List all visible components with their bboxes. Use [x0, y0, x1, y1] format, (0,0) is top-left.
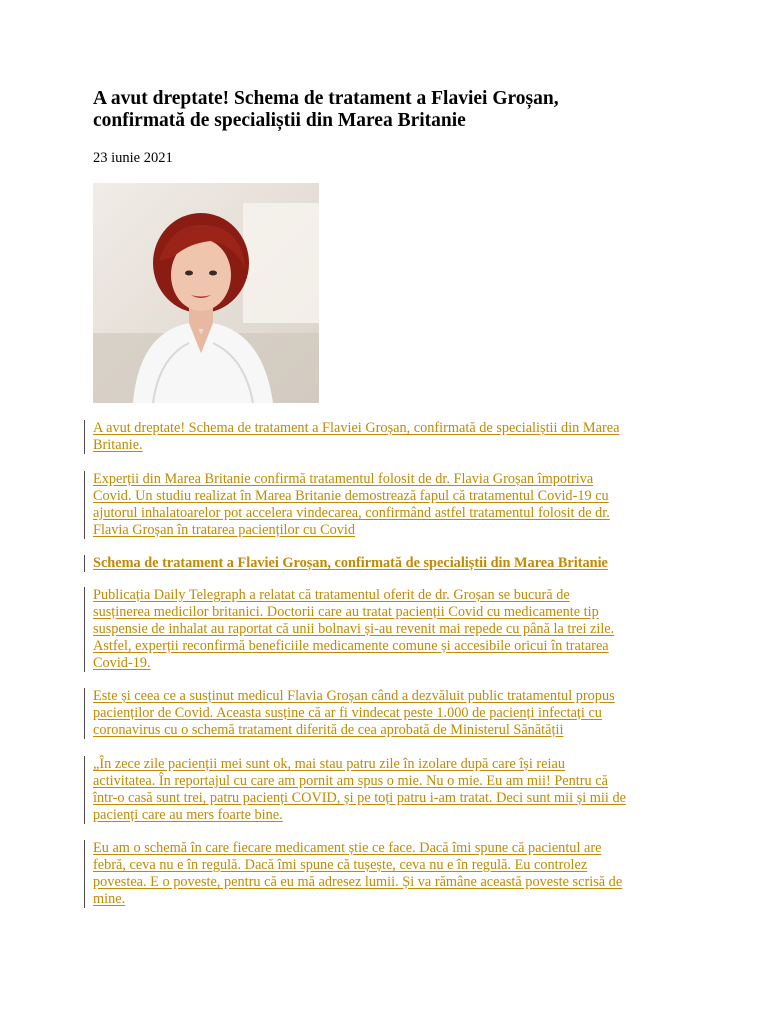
paragraph-6-line-2: activitatea. În reportajul cu care am pornit am spus o mie. Nu o mie. Eu am mii! Pentru că — [93, 772, 608, 789]
article-date: 23 iunie 2021 — [93, 150, 173, 166]
paragraph-6-line-1: „În zece zile pacienții mei sunt ok, mai stau patru zile în izolare după care își reiau — [93, 756, 565, 772]
paragraph-2-line-1: Experții din Marea Britanie confirmă tratamentul folosit de dr. Flavia Groșan împotriva — [93, 471, 594, 487]
paragraph-4-line-3: suspensie de inhalat au raportat că unii bolnavi și-au revenit mai repede cu până la trei zile. — [93, 620, 615, 637]
paragraph-6-line-4: pacienți care au mers foarte bine. — [93, 806, 283, 823]
paragraph-5-line-2: pacienților de Covid. Aceasta susține că ar fi vindecat peste 1.000 de pacienți infectați cu — [93, 704, 602, 721]
article-title — [93, 88, 693, 132]
paragraph-4-line-1: Publicația Daily Telegraph a relatat că tratamentul oferit de dr. Groșan se bucură de — [93, 587, 570, 603]
paragraph-2-line-2: Covid. Un studiu realizat în Marea Britanie demostrează fapul că tratamentul Covid-19 cu — [93, 487, 609, 504]
paragraph-7-line-3: povestea. E o poveste, pentru că eu mă adresez lumii. Și va rămâne această poveste scrisă de — [93, 873, 623, 890]
paragraph-5-line-3: coronavirus cu o schemă tratament diferită de cea aprobată de Ministerul Sănătății — [93, 721, 564, 738]
paragraph-2-line-4: Flavia Groșan în tratarea pacienților cu Covid — [93, 521, 356, 538]
portrait-photo — [93, 183, 319, 403]
paragraph-1-line-2: Britanie. — [93, 436, 143, 453]
paragraph-3-line-1: Schema de tratament a Flaviei Groșan, confirmată de specialiștii din Marea Britanie — [93, 555, 608, 571]
paragraph-link-1[interactable] — [84, 420, 684, 454]
title-line-1: A avut dreptate! Schema de tratament a Flaviei Groșan, — [93, 88, 559, 109]
paragraph-link-7[interactable] — [84, 840, 684, 908]
paragraph-link-6[interactable] — [84, 756, 684, 824]
title-line-2: confirmată de specialiștii din Marea Britanie — [93, 110, 466, 131]
paragraph-link-4[interactable] — [84, 587, 684, 672]
paragraph-1-line-1: A avut dreptate! Schema de tratament a Flaviei Groșan, confirmată de specialiștii din Marea — [93, 420, 620, 436]
paragraph-link-2[interactable] — [84, 471, 684, 539]
paragraph-7-line-2: febră, ceva nu e în regulă. Dacă îmi spune că tușește, ceva nu e în regulă. Eu controlez — [93, 856, 588, 873]
paragraph-5-line-1: Este și ceea ce a susținut medicul Flavia Groșan când a dezvăluit public tratamentul propus — [93, 688, 615, 704]
paragraph-4-line-2: susținerea medicilor britanici. Doctorii care au tratat pacienții Covid cu medicamente tip — [93, 603, 599, 620]
paragraph-4-line-5: Covid-19. — [93, 654, 151, 671]
paragraph-7-line-1: Eu am o schemă în care fiecare medicament știe ce face. Dacă îmi spune că pacientul are — [93, 840, 602, 856]
paragraph-link-5[interactable] — [84, 688, 684, 739]
paragraph-7-line-4: mine. — [93, 890, 126, 907]
portrait-photo-icon — [93, 183, 319, 403]
paragraph-6-line-3: într-o casă sunt trei, patru pacienți COVID, și pe toți patru i-am tratat. Deci sunt mii și mii de — [93, 789, 626, 806]
paragraph-4-line-4: Astfel, experții reconfirmă beneficiile medicamente comune și accesibile oricui în tratarea — [93, 637, 609, 654]
paragraph-2-line-3: ajutorul inhalatoarelor pot accelera vindecarea, confirmând astfel tratamentul folosit de dr. — [93, 504, 610, 521]
paragraph-link-3-heading[interactable] — [84, 555, 684, 572]
